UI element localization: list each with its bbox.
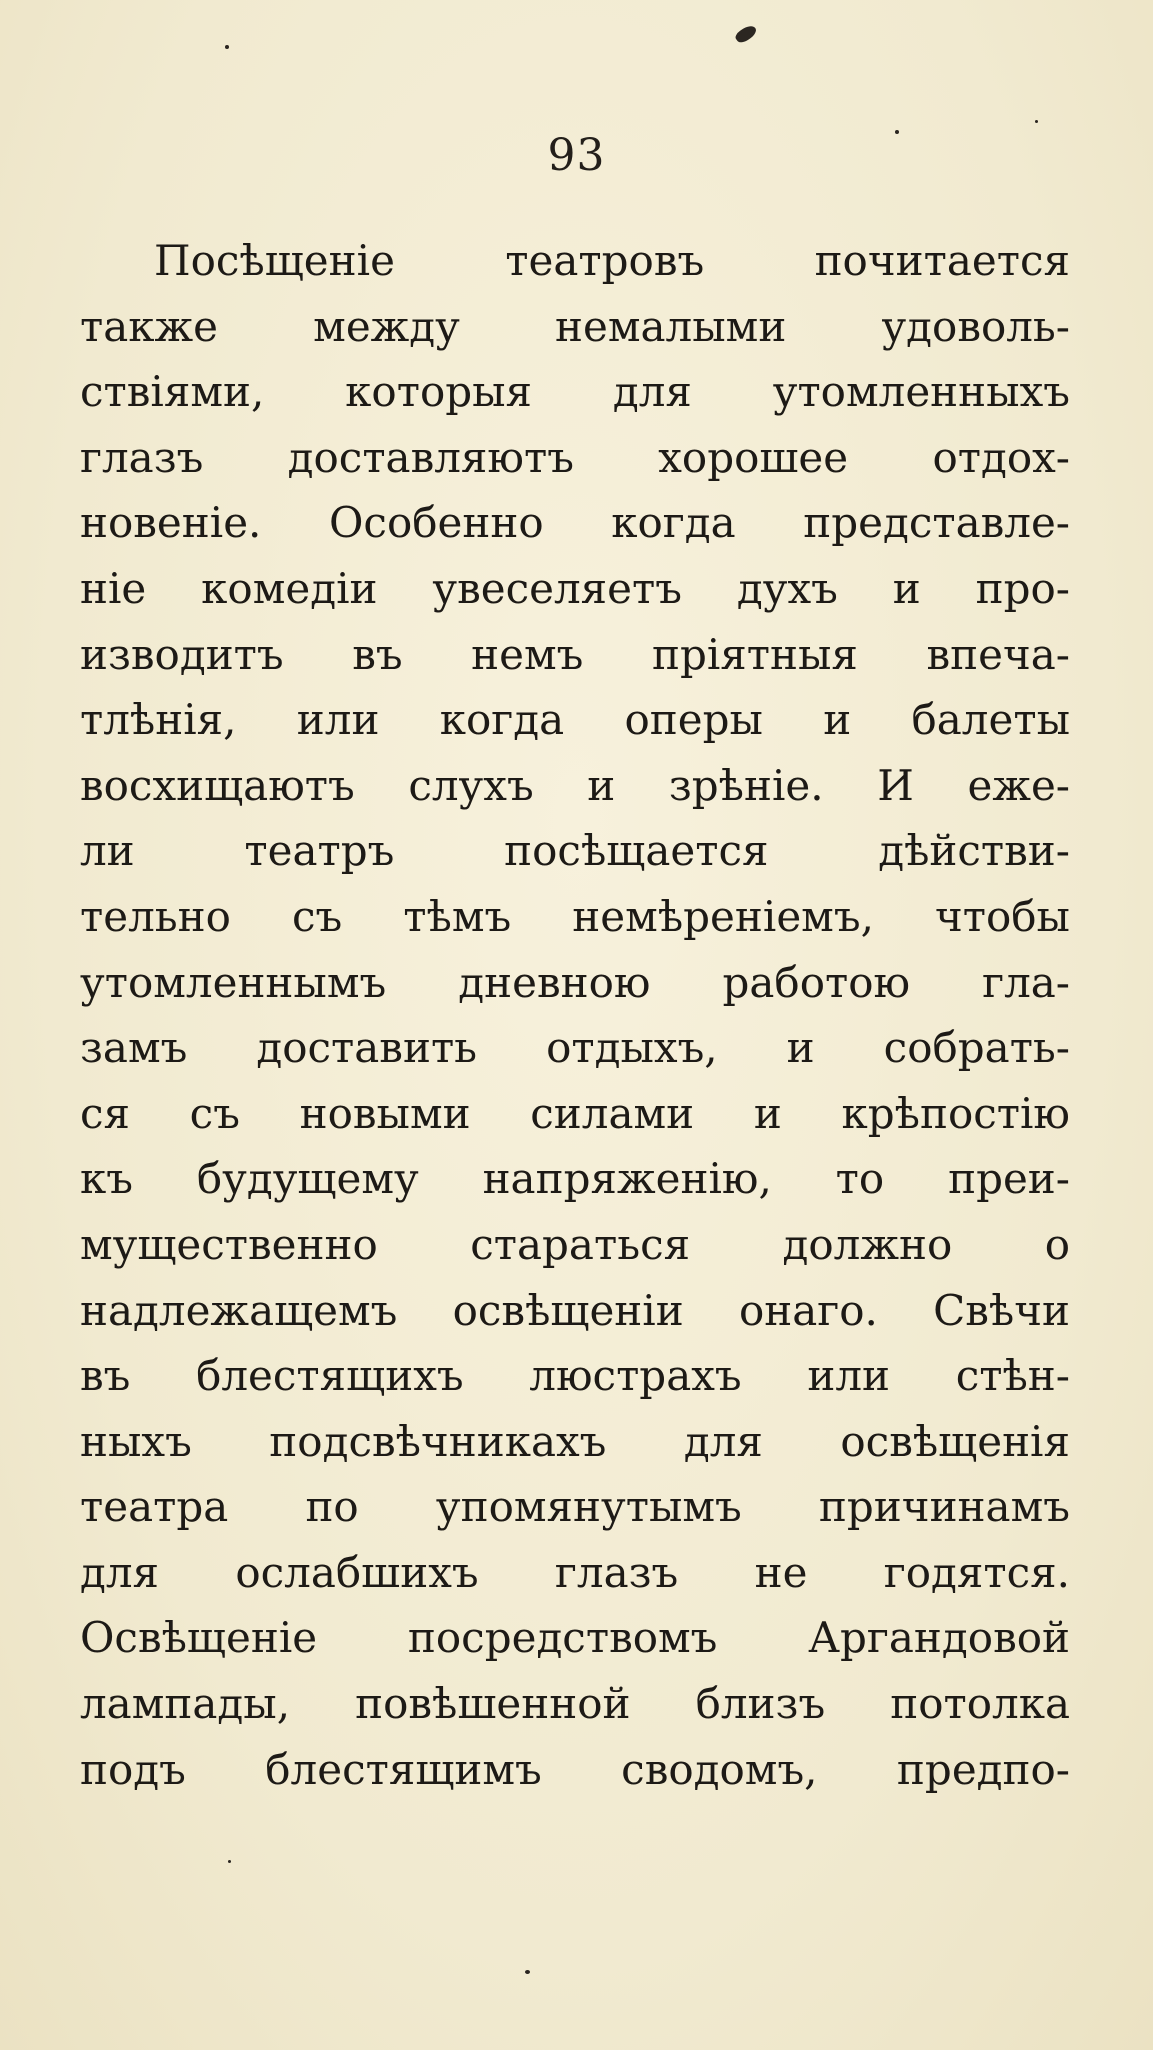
text-line: Посѣщеніе театровъ почитается: [154, 236, 1070, 285]
body-text: [80, 228, 1070, 1802]
text-line: тельно съ тѣмъ немѣреніемъ, чтобы: [80, 891, 1070, 941]
text-line: ныхъ подсвѣчникахъ для освѣщенія: [80, 1416, 1070, 1466]
text-line: ли театръ посѣщается дѣйстви-: [80, 826, 1070, 876]
text-line: ствіями, которыя для утомленныхъ: [80, 367, 1070, 417]
text-line: мущественно стараться должно о: [80, 1219, 1070, 1269]
page-number: 93: [547, 130, 606, 181]
text-line: изводитъ въ немъ пріятныя впеча-: [80, 629, 1070, 679]
text-line: ся съ новыми силами и крѣпостію: [80, 1088, 1070, 1138]
text-line: театра по упомянутымъ причинамъ: [80, 1482, 1070, 1532]
paper-speck: [525, 1970, 530, 1974]
text-line: восхищаютъ слухъ и зрѣніе. И еже-: [80, 760, 1070, 810]
text-line: новеніе. Особенно когда представле-: [80, 498, 1070, 548]
text-line: подъ блестящимъ сводомъ, предпо-: [80, 1744, 1070, 1794]
text-line: утомленнымъ дневною работою гла-: [80, 957, 1070, 1007]
text-line: тлѣнія, или когда оперы и балеты: [80, 695, 1070, 745]
paper-speck: [228, 1860, 231, 1863]
text-line: также между немалыми удоволь-: [80, 301, 1070, 351]
text-line: замъ доставить отдыхъ, и собрать-: [80, 1023, 1070, 1073]
text-line: для ослабшихъ глазъ не годятся.: [80, 1547, 1070, 1597]
text-line: надлежащемъ освѣщеніи онаго. Свѣчи: [80, 1285, 1070, 1335]
text-line: ніе комедіи увеселяетъ духъ и про-: [80, 563, 1070, 613]
paper-speck: [1035, 120, 1038, 123]
ink-blot: [734, 23, 759, 45]
text-line: Освѣщеніе посредствомъ Аргандовой: [80, 1613, 1070, 1663]
text-line: въ блестящихъ люстрахъ или стѣн-: [80, 1351, 1070, 1401]
paper-speck: [225, 45, 229, 49]
text-line: глазъ доставляютъ хорошее отдох-: [80, 432, 1070, 482]
text-line: лампады, повѣшенной близъ потолка: [80, 1679, 1070, 1729]
text-line: къ будущему напряженію, то преи-: [80, 1154, 1070, 1204]
